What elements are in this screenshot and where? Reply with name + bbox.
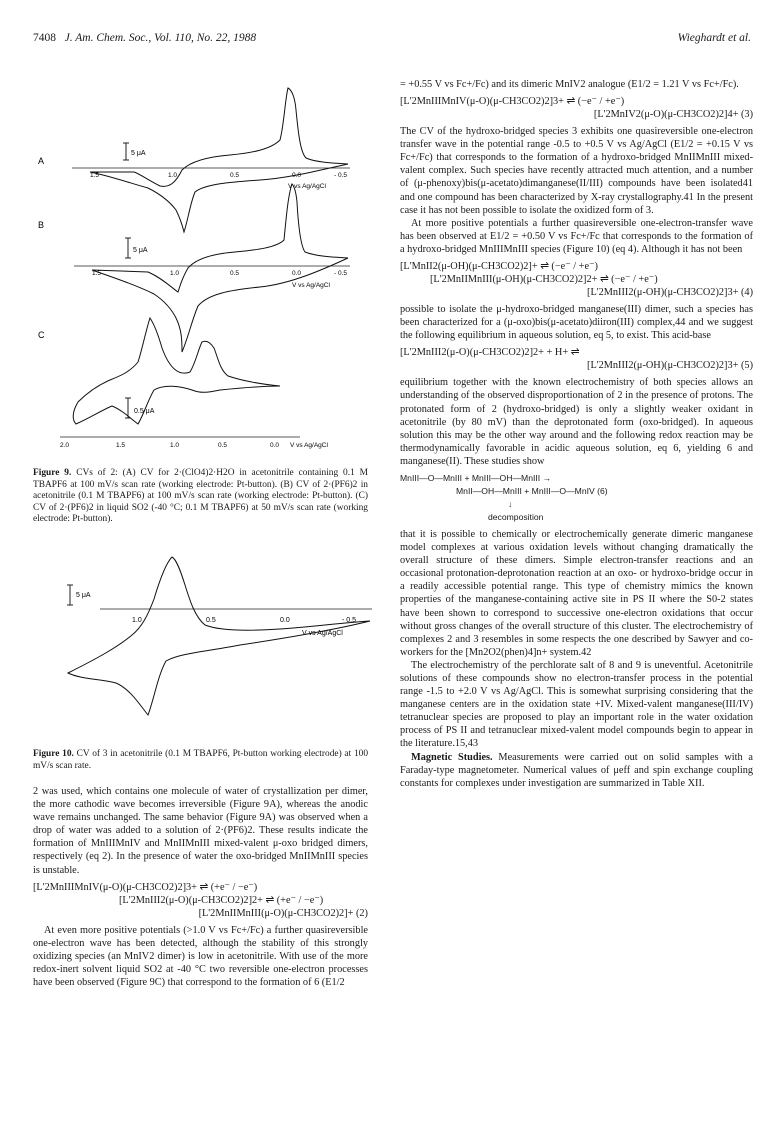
tick: 1.5 (92, 270, 102, 277)
figure-10-caption-label: Figure 10. (33, 749, 74, 759)
equation-line: [L'2MnIV2(μ-O)(μ-CH3CO2)2]4+ (3) (593, 109, 753, 121)
panel-b-cv-curve (92, 184, 348, 352)
equation-line: [L'MnII2(μ-OH)(μ-CH3CO2)2]+ ⇌ (−e⁻ / +e⁻) (400, 261, 598, 273)
journal-citation: J. Am. Chem. Soc., Vol. 110, No. 22, 1988 (64, 32, 257, 44)
tick: 0.0 (292, 270, 302, 277)
paragraph: that it is possible to chemically or electrochemically generate dimeric manganese model complexes at various oxidation levels without changing dramatically the overall structure of these dimers. Simple electron-transfer reactions and an occasional protonation-deprotonation reaction at an oxo- or hydroxo-bridge occur in a readily accessible potential range. This type of chemistry mimics the known properties of the manganese-containing active site in PS II where the S0-2 states have been shown to correspond to successive one-electron oxidations that occur without gross changes of the overall structure of this cluster. The electrochemistry of complexes 2 and 3 resembles in some respects the one described by Sawyer and co-workers for the [Mn2O2(phen)4]n+ system.42 (400, 528, 753, 658)
paragraph: The electrochemistry of the perchlorate salt of 8 and 9 is uneventful. Acetonitrile solutions of these compounds show no electron-transfer process in the potential range -1.5 to +2.0 V vs Ag/AgCl. This is somewhat surprising considering that the manganese centers are in the oxidation state +IV. Mixed-valent manganese(III/IV) tetranuclear species are proposed to play an important role in the water oxidation process of PS II and tetranuclear mixed-valent model compounds begin to appear in the literature.15,43 (400, 659, 753, 750)
equation-line: [L'2MnIII2(μ-O)(μ-CH3CO2)2]2+ ⇌ (+e⁻ / −e⁻) (119, 894, 324, 906)
equation-line: [L'2MnIII2(μ-O)(μ-CH3CO2)2]2+ + H+ ⇌ (400, 347, 580, 359)
equation-line: [L'2MnIIIMnIV(μ-O)(μ-CH3CO2)2]3+ ⇌ (−e⁻ / +e⁻) (400, 96, 625, 108)
equation-line: MnII—OH—MnIII + MnIII—O—MnIV (6) (456, 485, 608, 496)
equation-2 (33, 881, 368, 920)
figure-10-axis-label: V vs Ag/AgCl (302, 630, 343, 637)
equation-3 (400, 95, 753, 121)
panel-c-ticks (60, 442, 279, 449)
page-header-left (33, 32, 256, 44)
tick: 1.0 (170, 270, 180, 277)
tick: 1.5 (90, 172, 100, 179)
figure-10-caption-text: CV of 3 in acetonitrile (0.1 M TBAPF6, Pt-button working electrode) at 100 mV/s scan rate. (33, 749, 369, 771)
panel-b-scale-bar (125, 238, 131, 258)
tick: 0.5 (218, 442, 228, 449)
tick: - 0.5 (342, 617, 357, 624)
equation-line: [L'2MnIIMnIII(μ-OH)(μ-CH3CO2)2]2+ ⇌ (−e⁻ / +e⁻) (430, 274, 658, 286)
figure-10-scale-bar (67, 585, 73, 605)
page-number: 7408 (33, 32, 56, 44)
left-column-text (33, 785, 368, 989)
panel-c-scale-label: 0.5 μA (134, 408, 155, 415)
panel-a-label: A (38, 156, 45, 166)
tick: 1.5 (116, 442, 126, 449)
paragraph: = +0.55 V vs Fc+/Fc) and its dimeric MnIV2 analogue (E1/2 = 1.21 V vs Fc+/Fc). (400, 79, 739, 90)
paragraph (400, 751, 753, 790)
equation-arrow: ↓ (508, 498, 513, 509)
paragraph: The CV of the hydroxo-bridged species 3 exhibits one quasireversible one-electron transfer wave in the potential range -0.5 to +0.5 V vs Ag/AgCl (E1/2 = +0.15 V vs Fc+/Fc) that corresponds to the formation of a hydroxo-bridged MnIIMnIII mixed-valent complex. Such species have recently attracted much attention, and a number of (μ-phenoxy)bis(μ-acetato)dimanganese(II/III) compounds have been isolated41 and one compound has been characterized by X-ray crystallography.41 In the present case it has not been possible to isolate the oxidized form of 3. (400, 126, 753, 216)
equation-line: [L'2MnIIMnIII(μ-O)(μ-CH3CO2)2]+ (2) (198, 907, 368, 919)
tick: 0.5 (230, 172, 240, 179)
tick: 1.0 (168, 172, 178, 179)
right-column-text (400, 78, 753, 790)
equation-line: [L'2MnIIIMnIV(μ-O)(μ-CH3CO2)2]3+ ⇌ (+e⁻ / −e⁻) (33, 881, 258, 893)
equation-line: [L'2MnIII2(μ-OH)(μ-CH3CO2)2]3+ (5) (587, 360, 753, 372)
figure-9 (30, 80, 370, 465)
panel-c-label: C (38, 330, 45, 340)
panel-b-scale-label: 5 μA (133, 247, 148, 254)
figure-10-ticks (132, 617, 356, 624)
equation-5 (400, 346, 753, 372)
panel-a-axis-label: V vs Ag/AgCl (288, 183, 326, 190)
tick: - 0.5 (334, 172, 348, 179)
equation-line: decomposition (488, 511, 544, 522)
panel-c-axis-label: V vs Ag/AgCl (290, 442, 328, 449)
paragraph: equilibrium together with the known electrochemistry of both species allows an understanding of the observed disproportionation of 2 in the presence of protons. The protonated form of 2 (hydroxo-bridged) is only a slightly weaker oxidant in acetonitrile (by 80 mV) than the deprotonated form (oxo-bridged). In aqueous solution this may be the other way around and the following redox reaction may be thermodynamically favorable in acidic aqueous solution, eq 6, yielding 6 and manganese(II). These studies show (400, 377, 753, 467)
equation-line: [L'2MnIII2(μ-OH)(μ-CH3CO2)2]3+ (4) (587, 287, 753, 299)
figure-9-caption-text: CVs of 2: (A) CV for 2·(ClO4)2·H2O in acetonitrile containing 0.1 M TBAPF6 at 100 mV/s scan rate (working electrode: Pt-button). (B) CV of 2·(PF6)2 in acetonitrile (0.1 M TBAPF6) at 100 mV/s scan rate (working electrode: Pt-button). (C) CV of 2·(PF6)2 in liquid SO2 (-40 °C; 0.1 M TBAPF6) at 50 mV/s scan rate (working electrode: Pt-button). (33, 468, 368, 525)
panel-c-cv-curve (73, 318, 280, 424)
paragraph: At even more positive potentials (>1.0 V vs Fc+/Fc) a further quasireversible one-electron wave has been detected, although the stability of this strongly oxidizing species (an MnIV2 dimer) is low in acetonitrile. With use of the more redox-inert solvent liquid SO2 at -40 °C two reversible one-electron processes have been observed (Figure 9C) that correspond to the formation of 6 (E1/2 (33, 924, 368, 989)
page-header-authors: Wieghardt et al. (677, 32, 751, 44)
tick: 0.0 (270, 442, 280, 449)
paragraph: At more positive potentials a further quasireversible one-electron-transfer wave has been observed at E1/2 = +0.50 V vs Fc+/Fc that corresponds to the formation of a hydroxo-bridged MnIIIMnIII species (Figure 10) (eq 4). Although it has not been (400, 217, 753, 255)
paragraph: 2 was used, which contains one molecule of water of crystallization per dimer, the more cathodic wave becomes irreversible (Figure 9A), whereas the anodic wave remains unchanged. The same behavior (Figure 9A) was observed when a drop of water was added to a solution of 2·(PF6)2. These results indicate the formation of MnIIIMnIV and MnIIMnIII mixed-valent μ-oxo bridged dimers, respectively (eq 2). In the presence of water the oxo-bridged MnIIMnIII species is unstable. (33, 786, 368, 876)
paragraph: possible to isolate the μ-hydroxo-bridged manganese(III) dimer, such a species has been characterized for a (μ-oxo)bis(μ-acetato)diiron(III) complex,44 and we suggest the following equilibrium in aqueous solution, eq 5, to exist. This acid-base (400, 304, 753, 342)
figure-9-caption-label: Figure 9. (33, 468, 72, 478)
tick: 2.0 (60, 442, 70, 449)
paragraph-text: Measurements were carried out on solid samples with a Faraday-type magnetometer. Numerical values of μeff and spin exchange coupling constants for complexes under investigation are summarized in Table XII. (400, 751, 754, 789)
tick: 1.0 (170, 442, 180, 449)
panel-a-scale-bar (123, 143, 129, 160)
equation-line: MnIII—O—MnIII + MnIII—OH—MnIII → (400, 472, 552, 483)
panel-a-scale-label: 5 μA (131, 150, 146, 157)
figure-9-caption (33, 468, 368, 526)
panel-b-label: B (38, 220, 45, 230)
equation-6 (400, 472, 753, 524)
tick: 0.5 (230, 270, 240, 277)
figure-10-scale-label: 5 μA (76, 592, 91, 599)
tick: - 0.5 (334, 270, 348, 277)
figure-10 (40, 555, 380, 730)
equation-4 (400, 260, 753, 299)
tick: 1.0 (132, 617, 142, 624)
tick: 0.0 (292, 172, 302, 179)
panel-b-axis-label: V vs Ag/AgCl (292, 282, 330, 289)
tick: 0.5 (206, 617, 216, 624)
section-heading: Magnetic Studies. (411, 751, 493, 763)
figure-10-caption (33, 749, 368, 772)
tick: 0.0 (280, 617, 290, 624)
